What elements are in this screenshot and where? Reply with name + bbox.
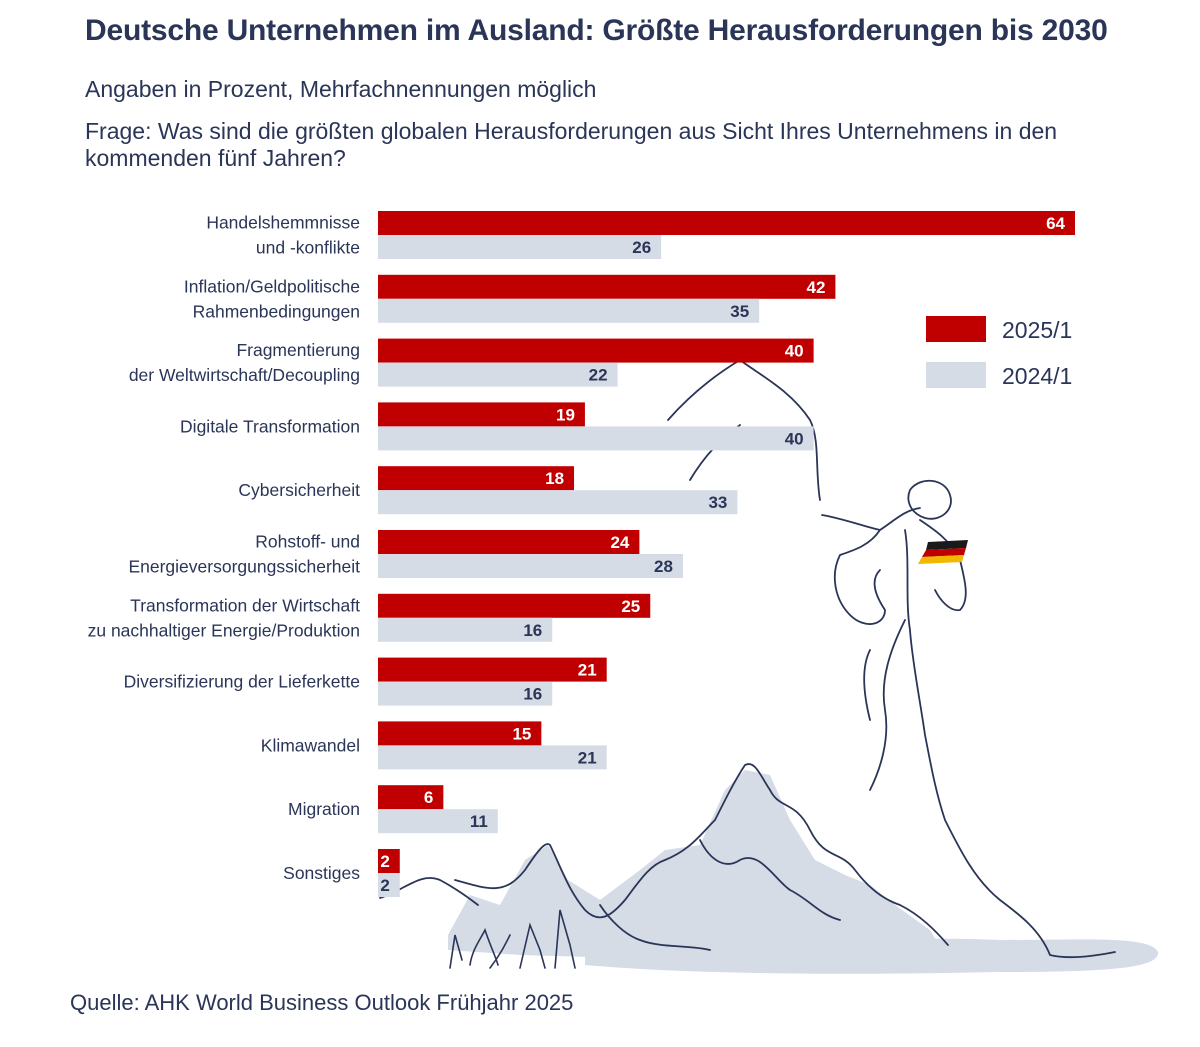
bars-layer — [378, 211, 1075, 897]
bar-2025 — [378, 275, 835, 299]
category-label: und -konflikte — [255, 237, 360, 258]
bar-value-label: 22 — [588, 365, 608, 385]
bar-value-label: 18 — [545, 469, 565, 489]
bar-2024 — [378, 554, 683, 578]
bar-2025 — [378, 211, 1075, 235]
bar-value-label: 2 — [380, 876, 390, 895]
category-label: zu nachhaltiger Energie/Produktion — [87, 620, 360, 641]
bar-value-label: 24 — [610, 533, 630, 552]
category-label: Rohstoff- und — [255, 531, 360, 552]
bar-2025 — [378, 339, 814, 363]
category-label: Digitale Transformation — [180, 416, 360, 437]
bar-value-label: 19 — [556, 405, 575, 425]
chart-title: Deutsche Unternehmen im Ausland: Größte Herausforderungen bis 2030 — [85, 14, 1108, 47]
bar-value-label: 40 — [784, 341, 804, 361]
bar-2024 — [378, 235, 661, 259]
category-label: Transformation der Wirtschaft — [130, 595, 360, 616]
category-label: Sonstiges — [283, 863, 360, 883]
bar-value-label: 16 — [523, 620, 543, 640]
bar-2025 — [378, 658, 607, 682]
category-label: Rahmenbedingungen — [192, 301, 360, 322]
bar-value-label: 26 — [632, 238, 652, 257]
bar-value-label: 11 — [469, 812, 488, 832]
chart-subtitle: Angaben in Prozent, Mehrfachnennungen möglich — [85, 76, 597, 102]
category-label: Fragmentierung — [236, 340, 360, 361]
bar-value-label: 33 — [708, 493, 728, 513]
bar-value-label: 28 — [654, 557, 673, 576]
category-label: Cybersicherheit — [238, 480, 360, 501]
bar-2024 — [378, 299, 759, 323]
category-labels — [88, 213, 361, 884]
legend-label-2025: 2025/1 — [1002, 317, 1073, 343]
legend-swatch-2025 — [926, 316, 986, 342]
bar-value-label: 21 — [577, 748, 597, 768]
bar-value-label: 15 — [512, 724, 532, 744]
bar-value-label: 6 — [423, 788, 434, 808]
category-label: Klimawandel — [260, 735, 360, 756]
category-label: Energieversorgungssicherheit — [128, 556, 360, 577]
legend-label-2024: 2024/1 — [1002, 363, 1073, 389]
bar-value-label: 35 — [730, 301, 750, 321]
bar-2025 — [378, 402, 585, 426]
bar-2024 — [378, 363, 618, 387]
bar-value-label: 25 — [621, 596, 641, 616]
category-label: Diversifizierung der Lieferkette — [123, 671, 360, 692]
bar-2024 — [378, 745, 607, 769]
bar-2025 — [378, 530, 639, 554]
bar-2025 — [378, 785, 443, 809]
bar-value-label: 64 — [1046, 214, 1065, 233]
bar-value-label: 40 — [784, 429, 804, 449]
category-label: Handelshemmnisse — [206, 212, 360, 233]
legend — [926, 316, 1072, 389]
category-label: Inflation/Geldpolitische — [183, 276, 360, 297]
bar-value-label: 2 — [380, 852, 390, 871]
bar-2024 — [378, 426, 814, 450]
category-label: der Weltwirtschaft/Decoupling — [128, 365, 360, 386]
source-note: Quelle: AHK World Business Outlook Frühjahr 2025 — [70, 990, 574, 1015]
bar-value-label: 16 — [523, 684, 543, 704]
bar-2024 — [378, 490, 737, 514]
bar-value-label: 21 — [577, 660, 597, 680]
bar-2025 — [378, 594, 650, 618]
category-label: Migration — [288, 799, 360, 820]
survey-question: Frage: Was sind die größten globalen Herausforderungen aus Sicht Ihres Unternehmens in den kommenden fünf Jahren? — [85, 118, 1058, 171]
bar-value-label: 42 — [806, 277, 826, 297]
legend-swatch-2024 — [926, 362, 986, 388]
